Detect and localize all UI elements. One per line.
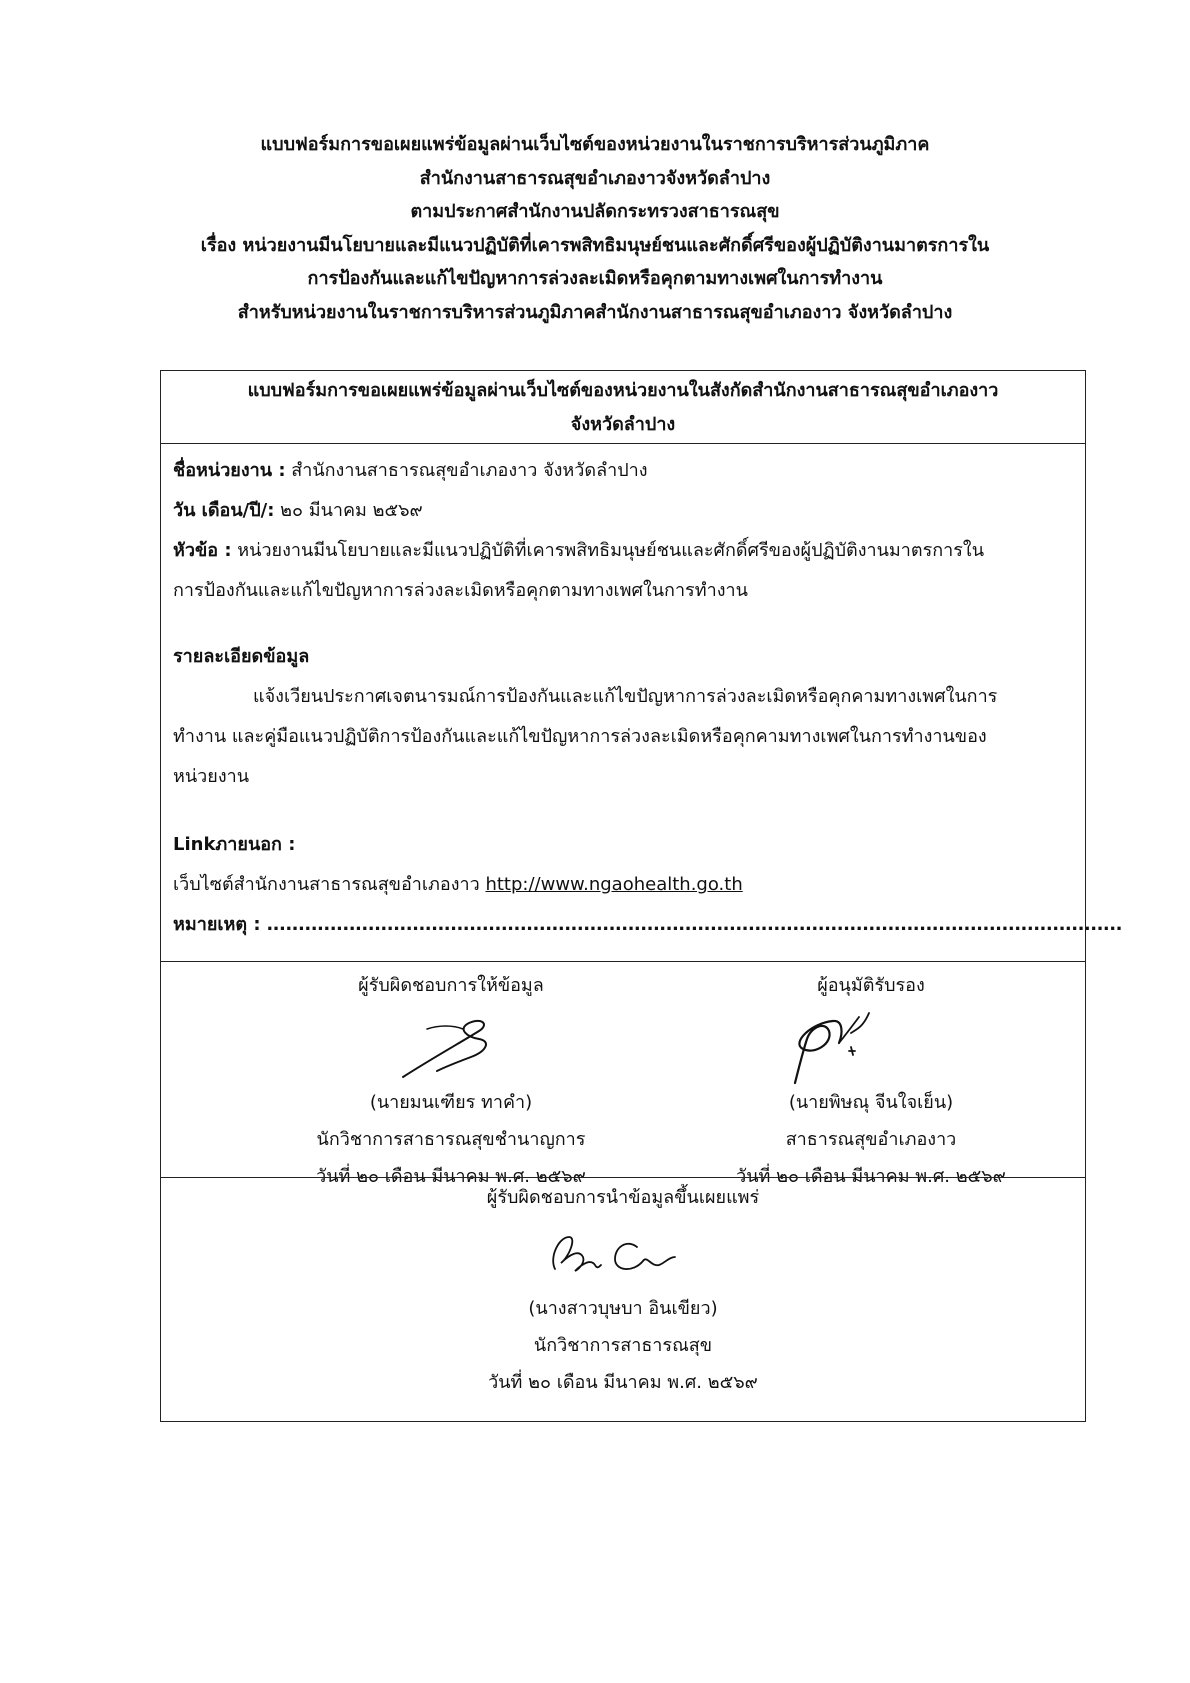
topic-value-line-1: หน่วยงานมีนโยบายและมีแนวปฏิบัติที่เคารพสิทธิมนุษย์ชนและศักดิ์ศรีของผู้ปฏิบัติงานมาตรการใน bbox=[231, 540, 985, 561]
agency-value: สำนักงานสาธารณสุขอำเภองาว จังหวัดลำปาง bbox=[285, 460, 648, 481]
topic-row bbox=[173, 531, 1073, 571]
form-title-line-1: แบบฟอร์มการขอเผยแพร่ข้อมูลผ่านเว็บไซต์ของหน่วยงานในสังกัดสำนักงานสาธารณสุขอำเภองาว bbox=[247, 380, 999, 401]
header-line-6: สำหรับหน่วยงานในราชการบริหารส่วนภูมิภาคสำนักงานสาธารณสุขอำเภองาว จังหวัดลำปาง bbox=[237, 301, 953, 323]
details-line-2: ทำงาน และคู่มือแนวปฏิบัติการป้องกันและแก้ไขปัญหาการล่วงละเมิดหรือคุกคามทางเพศในการทำงานของ bbox=[173, 726, 987, 747]
header-line-2: สำนักงานสาธารณสุขอำเภองาวจังหวัดลำปาง bbox=[419, 167, 771, 189]
approver-signature-block bbox=[671, 967, 1071, 1004]
provider-signature-image bbox=[391, 1011, 511, 1083]
approver-name: (นายพิษณุ จีนใจเย็น) bbox=[788, 1092, 954, 1113]
header-line-3: ตามประกาศสำนักงานปลัดกระทรวงสาธารณสุข bbox=[410, 201, 780, 222]
publisher-name: (นางสาวบุษบา อินเขียว) bbox=[528, 1298, 718, 1319]
signature-divider-bottom bbox=[161, 1177, 1085, 1178]
date-value: ๒๐ มีนาคม ๒๕๖๙ bbox=[274, 500, 423, 521]
publisher-date: วันที่ ๒๐ เดือน มีนาคม พ.ศ. ๒๕๖๙ bbox=[488, 1372, 758, 1393]
remark-row bbox=[173, 905, 1122, 945]
topic-label: หัวข้อ : bbox=[173, 540, 232, 561]
approver-signature-image bbox=[781, 1003, 891, 1087]
signature-divider-top bbox=[161, 961, 1085, 962]
approver-date: วันที่ ๒๐ เดือน มีนาคม พ.ศ. ๒๕๖๙ bbox=[736, 1166, 1006, 1187]
provider-role: ผู้รับผิดชอบการให้ข้อมูล bbox=[358, 975, 544, 996]
provider-position: นักวิชาการสาธารณสุขชำนาญการ bbox=[316, 1129, 586, 1150]
external-link[interactable]: http://www.ngaohealth.go.th bbox=[485, 874, 743, 895]
header-line-5: การป้องกันและแก้ไขปัญหาการล่วงละเมิดหรือคุกตามทางเพศในการทำงาน bbox=[307, 268, 883, 289]
details-heading bbox=[173, 637, 1073, 677]
date-row bbox=[173, 491, 1073, 531]
external-link-label: Linkภายนอก : bbox=[173, 834, 296, 855]
topic-value-line-2: การป้องกันและแก้ไขปัญหาการล่วงละเมิดหรือคุกตามทางเพศในการทำงาน bbox=[173, 580, 748, 601]
details-label: รายละเอียดข้อมูล bbox=[173, 646, 310, 667]
document-header bbox=[100, 128, 1090, 329]
details-line-3: หน่วยงาน bbox=[173, 766, 250, 787]
provider-signature-block bbox=[251, 967, 651, 1004]
form-title bbox=[161, 371, 1085, 443]
publisher-details bbox=[161, 1290, 1085, 1401]
header-line-4: เรื่อง หน่วยงานมีนโยบายและมีแนวปฏิบัติที่เคารพสิทธิมนุษย์ชนและศักดิ์ศรีของผู้ปฏิบัติงานมาตรการใน bbox=[200, 234, 990, 256]
remark-label: หมายเหตุ : bbox=[173, 914, 261, 935]
approver-role: ผู้อนุมัติรับรอง bbox=[817, 975, 925, 996]
form-title-line-2: จังหวัดลำปาง bbox=[570, 414, 676, 435]
publisher-signature-block bbox=[161, 1179, 1085, 1216]
provider-date: วันที่ ๒๐ เดือน มีนาคม พ.ศ. ๒๕๖๙ bbox=[316, 1166, 586, 1187]
agency-row bbox=[173, 451, 1073, 491]
header-line-1: แบบฟอร์มการขอเผยแพร่ข้อมูลผ่านเว็บไซต์ของหน่วยงานในราชการบริหารส่วนภูมิภาค bbox=[260, 134, 930, 155]
publisher-position: นักวิชาการสาธารณสุข bbox=[533, 1335, 713, 1356]
agency-label: ชื่อหน่วยงาน : bbox=[173, 460, 286, 481]
external-link-heading bbox=[173, 825, 1073, 865]
details-line-1: แจ้งเวียนประกาศเจตนารมณ์การป้องกันและแก้ไขปัญหาการล่วงละเมิดหรือคุกคามทางเพศในการ bbox=[253, 686, 998, 707]
publisher-signature-image bbox=[539, 1223, 689, 1287]
approver-position: สาธารณสุขอำเภองาว bbox=[785, 1129, 957, 1150]
external-link-row bbox=[173, 865, 1073, 905]
provider-name: (นายมนเฑียร ทาคำ) bbox=[369, 1092, 533, 1113]
form-box bbox=[160, 370, 1122, 1422]
date-label: วัน เดือน/ปี/: bbox=[173, 500, 275, 521]
publisher-role: ผู้รับผิดชอบการนำข้อมูลขึ้นเผยแพร่ bbox=[486, 1187, 760, 1208]
external-link-prefix: เว็บไซต์สำนักงานสาธารณสุขอำเภองาว bbox=[173, 874, 486, 895]
remark-dots: ....................................................................................................................................... bbox=[260, 914, 1122, 935]
